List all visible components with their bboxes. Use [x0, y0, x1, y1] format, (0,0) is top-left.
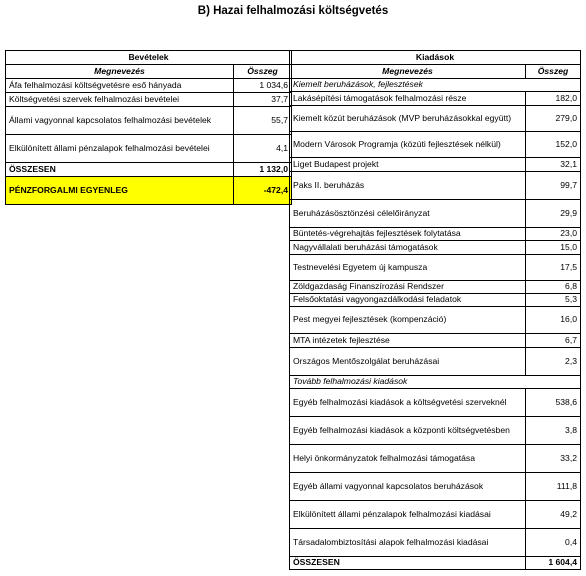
table-row — [290, 281, 581, 294]
row-name: Országos Mentőszolgálat beruházásai — [290, 348, 526, 376]
table-row — [290, 172, 581, 200]
row-amount: 5,3 — [526, 294, 581, 307]
total-row — [290, 557, 581, 570]
total-amount: 1 604,4 — [526, 557, 581, 570]
table-row — [290, 445, 581, 473]
row-amount: 99,7 — [526, 172, 581, 200]
total-label: ÖSSZESEN — [6, 163, 234, 177]
total-label: ÖSSZESEN — [290, 557, 526, 570]
row-name: Társadalombiztosítási alapok felhalmozási kiadásai — [290, 529, 526, 557]
balance-amount: -472,4 — [234, 177, 292, 205]
row-amount: 538,6 — [526, 389, 581, 417]
row-amount: 15,0 — [526, 241, 581, 255]
row-name: Beruházásösztönzési célelőirányzat — [290, 200, 526, 228]
expenditure-col-amount: Összeg — [526, 65, 581, 79]
revenue-col-name: Megnevezés — [6, 65, 234, 79]
table-row — [290, 132, 581, 158]
revenue-col-amount: Összeg — [234, 65, 292, 79]
revenue-header: Bevételek — [6, 51, 292, 65]
row-amount: 16,0 — [526, 307, 581, 334]
expenditure-table — [289, 50, 581, 570]
row-amount: 3,8 — [526, 417, 581, 445]
section-title: Kiemelt beruházások, fejlesztések — [290, 79, 581, 92]
row-amount: 152,0 — [526, 132, 581, 158]
row-name: Paks II. beruházás — [290, 172, 526, 200]
table-row — [6, 79, 292, 93]
table-row — [6, 93, 292, 107]
row-name: Helyi önkormányzatok felhalmozási támogatása — [290, 445, 526, 473]
table-row — [290, 348, 581, 376]
revenue-table — [5, 50, 292, 205]
total-amount: 1 132,0 — [234, 163, 292, 177]
row-name: Testnevelési Egyetem új kampusza — [290, 255, 526, 281]
row-amount: 32,1 — [526, 158, 581, 172]
table-row — [290, 473, 581, 501]
row-amount: 279,0 — [526, 106, 581, 132]
row-name: Elkülönített állami pénzalapok felhalmozási kiadásai — [290, 501, 526, 529]
row-amount: 37,7 — [234, 93, 292, 107]
expenditure-col-name: Megnevezés — [290, 65, 526, 79]
table-row — [290, 529, 581, 557]
table-row — [290, 255, 581, 281]
row-name: Elkülönített állami pénzalapok felhalmozási bevételei — [6, 135, 234, 163]
row-amount: 33,2 — [526, 445, 581, 473]
table-row — [290, 92, 581, 106]
table-row — [6, 107, 292, 135]
table-row — [290, 501, 581, 529]
row-name: Kiemelt közút beruházások (MVP beruházásokkal együtt) — [290, 106, 526, 132]
row-name: Egyéb állami vagyonnal kapcsolatos beruházások — [290, 473, 526, 501]
table-row — [6, 135, 292, 163]
row-amount: 17,5 — [526, 255, 581, 281]
row-amount: 2,3 — [526, 348, 581, 376]
table-row — [290, 294, 581, 307]
row-name: Felsőoktatási vagyongazdálkodási feladatok — [290, 294, 526, 307]
table-row — [290, 106, 581, 132]
row-name: Zöldgazdaság Finanszírozási Rendszer — [290, 281, 526, 294]
table-row — [290, 389, 581, 417]
row-name: Költségvetési szervek felhalmozási bevételei — [6, 93, 234, 107]
page-title: B) Hazai felhalmozási költségvetés — [197, 5, 389, 17]
row-name: Nagyvállalati beruházási támogatások — [290, 241, 526, 255]
expenditure-header: Kiadások — [290, 51, 581, 65]
row-name: Állami vagyonnal kapcsolatos felhalmozási bevételek — [6, 107, 234, 135]
table-row — [290, 200, 581, 228]
row-amount: 0,4 — [526, 529, 581, 557]
table-row — [290, 158, 581, 172]
section-title: Tovább felhalmozási kiadások — [290, 376, 581, 389]
row-amount: 6,8 — [526, 281, 581, 294]
row-amount: 182,0 — [526, 92, 581, 106]
table-row — [290, 228, 581, 241]
row-amount: 6,7 — [526, 334, 581, 348]
row-name: Modern Városok Programja (közúti fejlesztések nélkül) — [290, 132, 526, 158]
balance-row — [6, 177, 292, 205]
table-row — [290, 241, 581, 255]
row-amount: 1 034,6 — [234, 79, 292, 93]
row-amount: 111,8 — [526, 473, 581, 501]
table-row — [290, 334, 581, 348]
balance-label: PÉNZFORGALMI EGYENLEG — [6, 177, 234, 205]
row-amount: 49,2 — [526, 501, 581, 529]
row-name: MTA intézetek fejlesztése — [290, 334, 526, 348]
row-amount: 23,0 — [526, 228, 581, 241]
table-row — [290, 307, 581, 334]
row-name: Liget Budapest projekt — [290, 158, 526, 172]
row-name: Áfa felhalmozási költségvetésre eső hányada — [6, 79, 234, 93]
row-name: Lakásépítési támogatások felhalmozási része — [290, 92, 526, 106]
table-row — [290, 417, 581, 445]
row-name: Büntetés-végrehajtás fejlesztések folytatása — [290, 228, 526, 241]
row-name: Egyéb felhalmozási kiadások a központi költségvetésben — [290, 417, 526, 445]
row-name: Egyéb felhalmozási kiadások a költségvetési szerveknél — [290, 389, 526, 417]
total-row — [6, 163, 292, 177]
row-amount: 4,1 — [234, 135, 292, 163]
row-name: Pest megyei fejlesztések (kompenzáció) — [290, 307, 526, 334]
row-amount: 29,9 — [526, 200, 581, 228]
row-amount: 55,7 — [234, 107, 292, 135]
